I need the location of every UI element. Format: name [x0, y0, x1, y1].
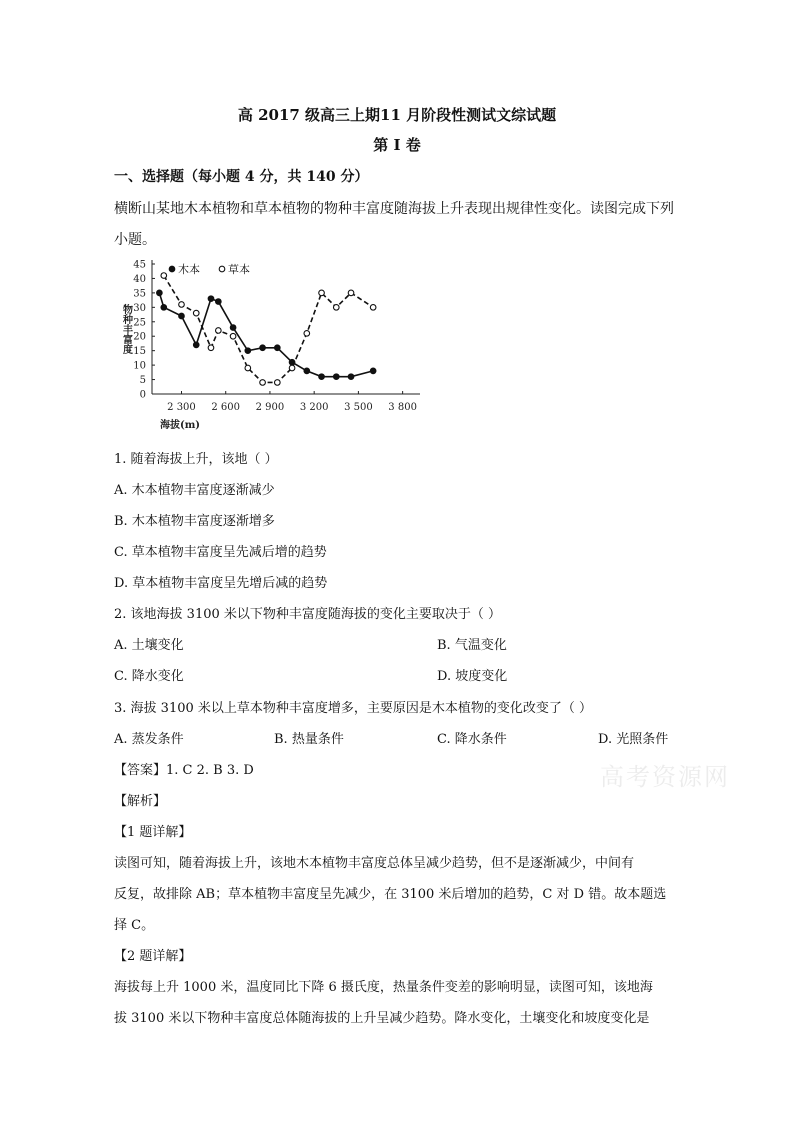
y-tick-label: 35 [133, 288, 146, 300]
series-1-point [260, 345, 266, 351]
legend-label-1: 木本 [178, 263, 200, 276]
series-1-point [157, 290, 163, 296]
series-2-point [161, 273, 167, 279]
species-richness-chart [110, 254, 430, 434]
series-2-point [208, 345, 214, 351]
q3-option-c: C. 降水条件 [437, 732, 507, 747]
series-2-point [348, 290, 354, 296]
x-tick-label: 3 200 [299, 402, 329, 413]
q1-option-a: A. 木本植物丰富度逐渐减少 [114, 483, 275, 498]
legend-marker-2 [219, 266, 225, 272]
series-1-point [208, 296, 214, 302]
question-1: 1. 随着海拔上升，该地（ ） [114, 452, 278, 467]
x-tick-label: 2 600 [211, 402, 241, 413]
x-tick-label: 3 800 [388, 402, 417, 413]
question-2: 2. 该地海拔 3100 米以下物种丰富度随海拔的变化主要取决于（ ） [114, 607, 502, 622]
series-1-point [161, 305, 167, 311]
y-tick-label: 30 [133, 302, 146, 314]
detail-1-line-3: 择 C。 [114, 918, 155, 933]
q1-option-c: C. 草本植物丰富度呈先减后增的趋势 [114, 545, 327, 560]
series-2-point [370, 305, 376, 311]
series-1-point [193, 342, 199, 348]
x-tick-label: 2 300 [167, 402, 196, 413]
detail-2-heading: 【2 题详解】 [114, 949, 192, 964]
legend-label-2: 草本 [228, 263, 250, 276]
y-tick-label: 45 [133, 259, 146, 271]
y-tick-label: 25 [133, 317, 146, 329]
series-2-point [193, 310, 199, 316]
series-1-point [230, 325, 236, 331]
y-tick-label: 5 [139, 375, 146, 387]
series-line-1 [159, 293, 373, 377]
q2-option-d: D. 坡度变化 [437, 669, 508, 684]
series-2-point [275, 380, 281, 386]
y-tick-label: 10 [133, 360, 146, 372]
legend-marker-1 [169, 266, 175, 272]
series-2-point [245, 365, 251, 371]
detail-1-line-2: 反复，故排除 AB；草本植物丰富度呈先减少，在 3100 米后增加的趋势，C 对 D 错。故本题选 [114, 887, 667, 902]
x-axis-label: 海拔(m) [160, 420, 201, 431]
q3-option-a: A. 蒸发条件 [114, 732, 184, 747]
answer-line: 【答案】1. C 2. B 3. D [114, 763, 254, 778]
series-2-point [260, 380, 266, 386]
series-2-point [216, 328, 222, 334]
series-2-point [319, 290, 325, 296]
detail-1-heading: 【1 题详解】 [114, 825, 192, 840]
series-1-point [216, 299, 222, 305]
q3-option-b: B. 热量条件 [274, 732, 344, 747]
y-tick-label: 20 [133, 331, 146, 343]
x-tick-label: 3 500 [344, 402, 373, 413]
x-tick-label: 2 900 [255, 402, 285, 413]
intro-line-2: 小题。 [114, 232, 156, 248]
y-tick-label: 15 [133, 346, 146, 358]
series-1-point [275, 345, 281, 351]
analysis-heading: 【解析】 [114, 794, 167, 809]
page-subtitle: 第 I 卷 [373, 136, 421, 154]
series-1-point [348, 374, 354, 380]
watermark-logo: 高考资源网 [600, 763, 730, 791]
series-line-2 [164, 276, 373, 383]
series-2-point [230, 333, 236, 339]
series-2-point [333, 305, 339, 311]
q2-option-b: B. 气温变化 [437, 638, 507, 653]
series-2-point [179, 302, 185, 308]
q2-option-a: A. 土壤变化 [114, 638, 184, 653]
q1-option-d: D. 草本植物丰富度呈先增后减的趋势 [114, 576, 328, 591]
series-1-point [245, 348, 251, 354]
detail-2-line-2: 拔 3100 米以下物种丰富度总体随海拔的上升呈减少趋势。降水变化，土壤变化和坡度变化是 [114, 1011, 650, 1026]
series-1-point [333, 374, 339, 380]
y-tick-label: 40 [133, 273, 146, 285]
q3-option-d: D. 光照条件 [598, 732, 669, 747]
question-3: 3. 海拔 3100 米以上草本物种丰富度增多，主要原因是木本植物的变化改变了（ ） [114, 701, 593, 716]
section-heading: 一、选择题（每小题 4 分，共 140 分） [114, 169, 369, 185]
detail-2-line-1: 海拔每上升 1000 米，温度同比下降 6 摄氏度，热量条件变差的影响明显，读图可知，该地海 [114, 980, 653, 995]
detail-1-line-1: 读图可知，随着海拔上升，该地木本植物丰富度总体呈减少趋势，但不是逐渐减少，中间有 [114, 856, 635, 871]
q2-option-c: C. 降水变化 [114, 669, 184, 684]
intro-line-1: 横断山某地木本植物和草本植物的物种丰富度随海拔上升表现出规律性变化。读图完成下列 [114, 201, 674, 217]
series-1-point [319, 374, 325, 380]
q1-option-b: B. 木本植物丰富度逐渐增多 [114, 514, 275, 529]
series-1-point [304, 368, 310, 374]
page-title: 高 2017 级高三上期11 月阶段性测试文综试题 [237, 106, 557, 124]
series-2-point [289, 365, 295, 371]
series-1-point [370, 368, 376, 374]
series-2-point [304, 331, 310, 337]
y-tick-label: 0 [139, 389, 146, 401]
series-1-point [179, 313, 185, 319]
y-axis-label: 物种丰富度 [120, 304, 132, 354]
